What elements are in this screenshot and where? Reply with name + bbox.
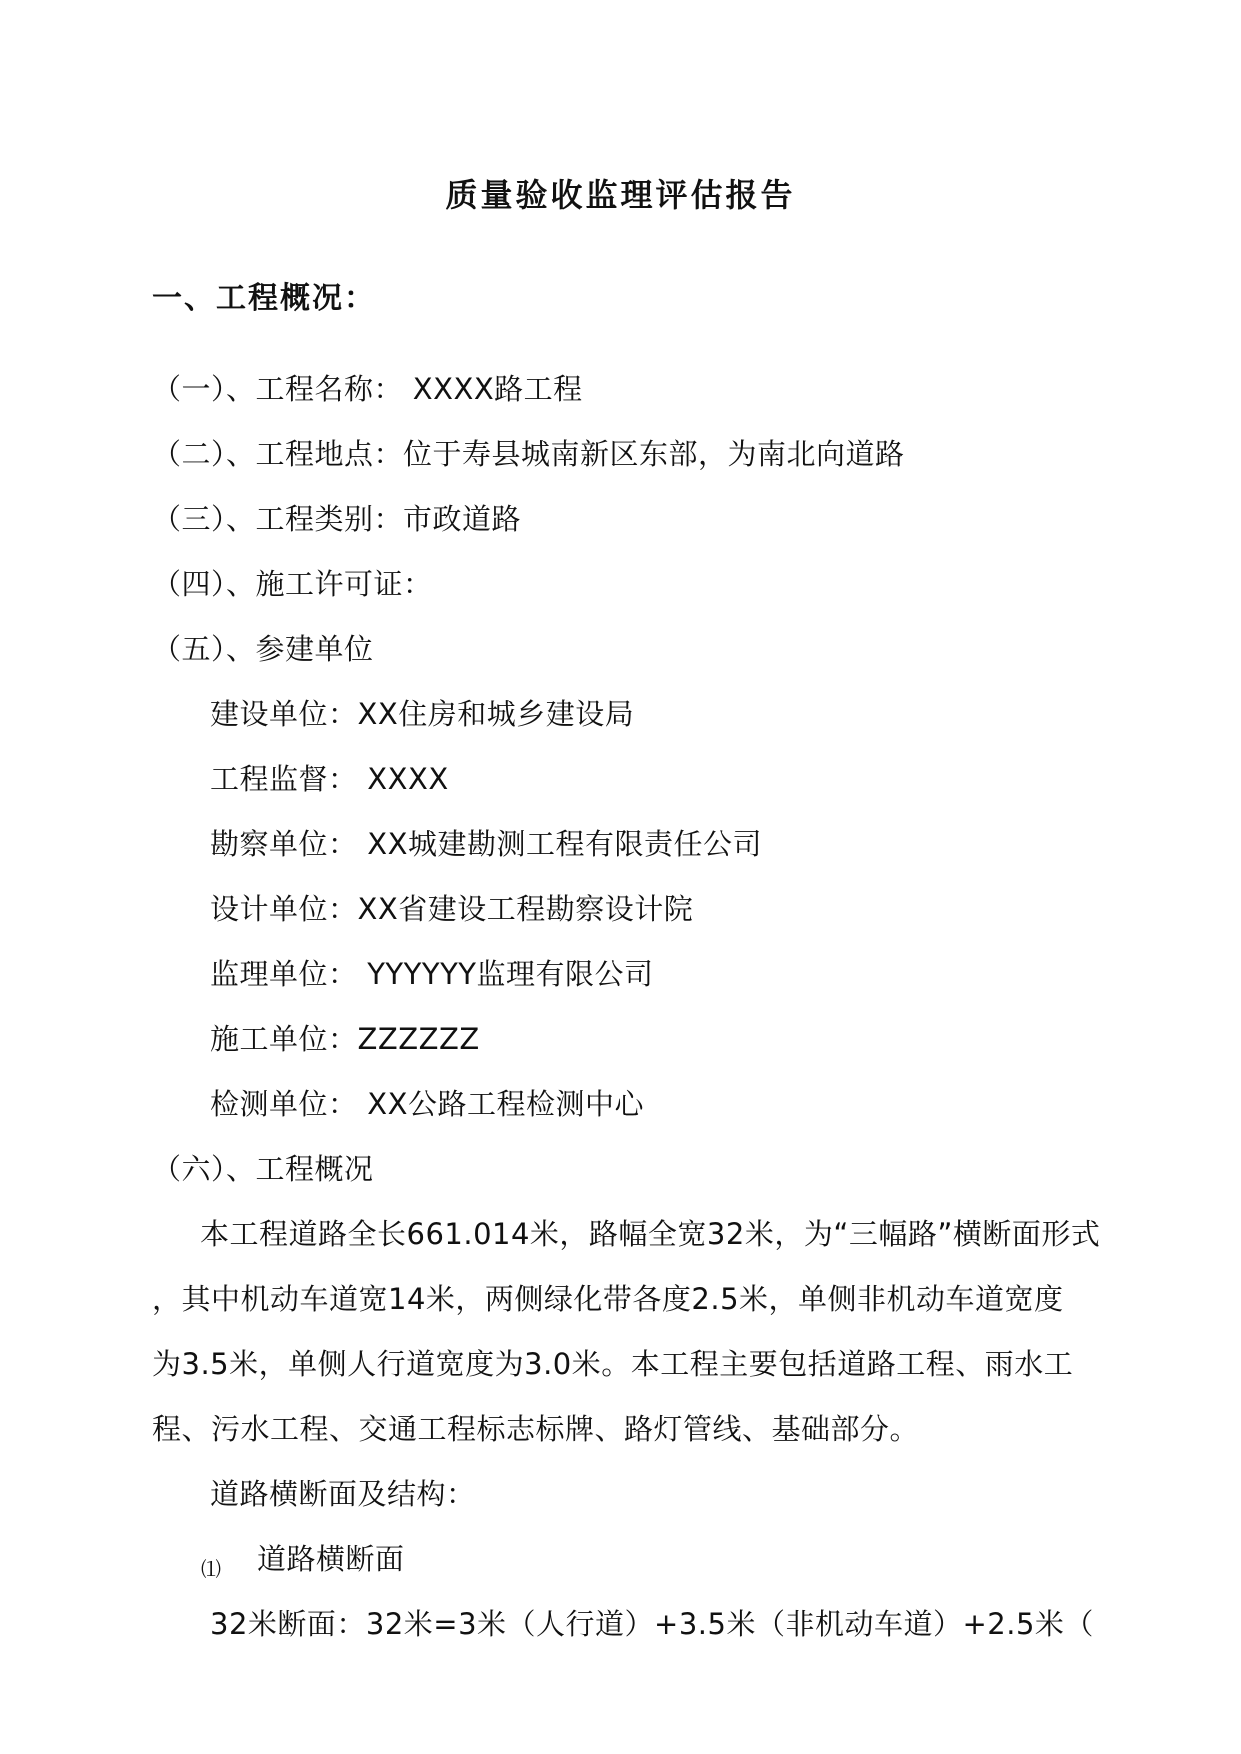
supervisor-unit-line: 监理单位： YYYYYY监理有限公司 <box>210 957 654 991</box>
testing-unit-line: 检测单位： XX公路工程检测中心 <box>210 1087 644 1121</box>
project-name-line: （一）、工程名称： XXXX路工程 <box>152 372 583 406</box>
construction-unit-line: 施工单位：ZZZZZZ <box>210 1022 480 1056</box>
cross-section-heading: 道路横断面及结构： <box>210 1477 476 1511</box>
builder-unit-line: 建设单位：XX住房和城乡建设局 <box>210 697 635 731</box>
document-title: 质量验收监理评估报告 <box>445 176 796 214</box>
cross-section-formula: 32米断面：32米=3米（人行道）+3.5米（非机动车道）+2.5米（ <box>210 1607 1094 1641</box>
cross-section-item-label: 道路横断面 <box>257 1542 405 1576</box>
project-location-line: （二）、工程地点：位于寿县城南新区东部，为南北向道路 <box>152 437 905 471</box>
section-heading: 一、工程概况： <box>152 281 376 316</box>
cross-section-item-number: ⑴ <box>201 1557 221 1581</box>
overview-heading: （六）、工程概况 <box>152 1152 374 1186</box>
project-category-line: （三）、工程类别：市政道路 <box>152 502 522 536</box>
overview-paragraph-line-4: 程、污水工程、交通工程标志标牌、路灯管线、基础部分。 <box>152 1412 920 1446</box>
survey-unit-line: 勘察单位： XX城建勘测工程有限责任公司 <box>210 827 762 861</box>
supervision-line: 工程监督： XXXX <box>210 762 449 796</box>
overview-paragraph-line-3: 为3.5米，单侧人行道宽度为3.0米。本工程主要包括道路工程、雨水工 <box>152 1347 1074 1381</box>
participants-heading: （五）、参建单位 <box>152 632 374 666</box>
overview-paragraph-line-2: ，其中机动车道宽14米，两侧绿化带各度2.5米，单侧非机动车道宽度 <box>152 1282 1064 1316</box>
design-unit-line: 设计单位：XX省建设工程勘察设计院 <box>210 892 694 926</box>
overview-paragraph-line-1: 本工程道路全长661.014米，路幅全宽32米，为“三幅路”横断面形式 <box>200 1217 1101 1251</box>
construction-permit-line: （四）、施工许可证： <box>152 567 433 601</box>
